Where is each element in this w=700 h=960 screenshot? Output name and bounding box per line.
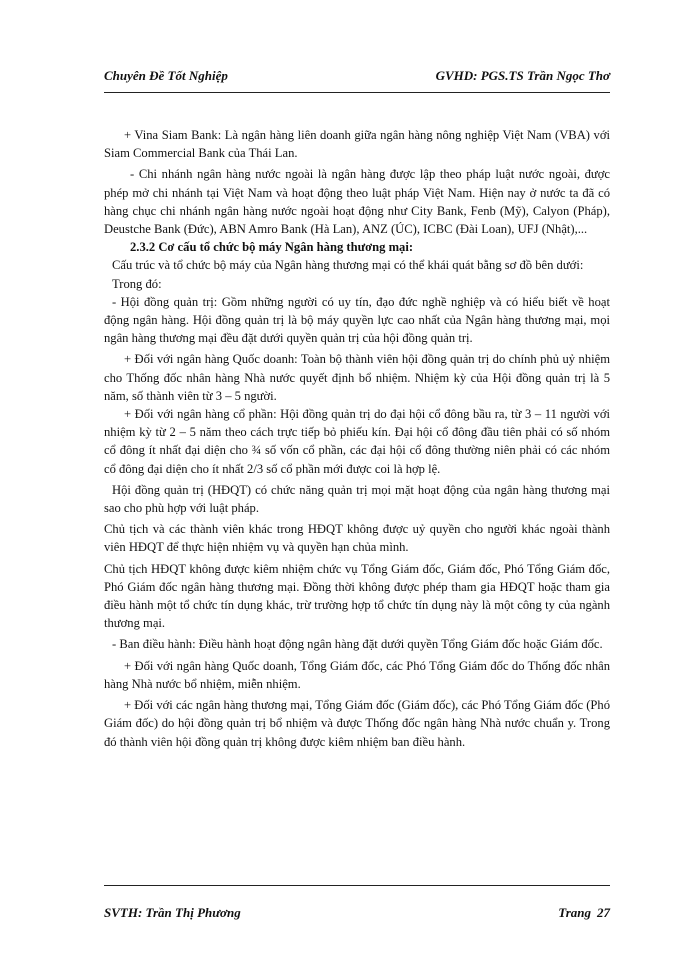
page-body <box>104 126 610 751</box>
paragraph-structure-intro: Cấu trúc và tổ chức bộ máy của Ngân hàng thương mại có thể khái quát bằng sơ đồ bên dưới: <box>112 258 584 273</box>
paragraph-chairman-restrictions: Chủ tịch HĐQT không được kiêm nhiệm chức vụ Tổng Giám đốc, Giám đốc, Phó Tổng Giám đốc, Phó Giám đốc ngân hàng thương mại. Đồng thời không được phép tham gia HĐQT hoặc tham gia điều hành một tổ chức tín dụng khác, trừ trường hợp tổ chức tín dụng này là một công ty của ngành thương mại. <box>104 561 610 631</box>
page-number: 27 <box>597 905 610 920</box>
document-title: Chuyên Đề Tốt Nghiệp <box>104 68 228 83</box>
paragraph-chairman-members: Chủ tịch và các thành viên khác trong HĐQT không được uỷ quyền cho người khác ngoài thành viên HĐQT để thực hiện nhiệm vụ và quyền hạn chủa mình. <box>104 522 610 555</box>
paragraph-vina-siam: + Vina Siam Bank: Là ngân hàng liên doanh giữa ngân hàng nông nghiệp Việt Nam (VBA) với Siam Commercial Bank của Thái Lan. <box>104 128 610 161</box>
paragraph-executive-board: - Ban điều hành: Điều hành hoạt động ngân hàng đặt dưới quyền Tổng Giám đốc hoặc Giám đốc. <box>112 637 603 652</box>
paragraph-board-function: Hội đồng quản trị (HĐQT) có chức năng quản trị mọi mặt hoạt động của ngân hàng thương mại sao cho phù hợp với luật pháp. <box>104 482 610 516</box>
paragraph-board: - Hội đồng quản trị: Gồm những người có uy tín, đạo đức nghề nghiệp và có hiểu biết về hoạt động ngân hàng. Hội đồng quản trị là bộ máy quyền lực cao nhất của Ngân hàng thương mại, mọi ngân hàng thương mại đều đặt dưới quyền quản trị của hội đồng quản trị. <box>104 294 610 346</box>
footer-divider <box>104 885 610 886</box>
header-divider <box>104 92 610 93</box>
paragraph-trong-do: Trong đó: <box>112 276 162 291</box>
paragraph-foreign-branch: - Chi nhánh ngân hàng nước ngoài là ngân hàng được lập theo pháp luật nước ngoài, được phép mở chi nhánh tại Việt Nam và hoạt động theo luật pháp Việt Nam. Hiện nay ở nước ta đã có hàng chục chi nhánh ngân hàng nước ngoài hoạt động như City Bank, Fenb (Mỹ), Calyon (Pháp), Deustche Bank (Đức), ABN Amro Bank (Hà Lan), ANZ (ÚC), ICBC (Đài Loan), UFJ (Nhật),... <box>104 167 610 237</box>
paragraph-state-bank-executives: + Đối với ngân hàng Quốc doanh, Tổng Giám đốc, các Phó Tổng Giám đốc do Thống đốc nhân hàng Nhà nước bổ nhiệm, miễn nhiệm. <box>104 658 610 691</box>
paragraph-commercial-bank-executives: + Đối với các ngân hàng thương mại, Tổng Giám đốc (Giám đốc), các Phó Tổng Giám đốc (Phó Giám đốc) do hội đồng quản trị bổ nhiệm và được Thống đốc ngân hàng Nhà nước chuẩn y. Trong đó thành viên hội đồng quản trị không được kiêm nhiệm ban điều hành. <box>104 698 610 749</box>
page-header <box>104 68 610 88</box>
section-heading: 2.3.2 Cơ cấu tổ chức bộ máy Ngân hàng thương mại: <box>130 240 414 255</box>
page-indicator <box>552 905 610 921</box>
page-footer <box>104 905 610 923</box>
advisor-name: GVHD: PGS.TS Trần Ngọc Thơ <box>435 68 610 83</box>
paragraph-state-banks: + Đối với ngân hàng Quốc doanh: Toàn bộ thành viên hội đồng quản trị do chính phủ uỷ nhiệm cho Thống đốc nhân hàng Nhà nước quyết định bổ nhiệm. Nhiệm kỳ của Hội đồng quản trị là 5 năm, số thành viên từ 3 – 5 người. <box>104 352 610 403</box>
paragraph-joint-stock-banks: + Đối với ngân hàng cổ phần: Hội đồng quản trị do đại hội cổ đông bầu ra, từ 3 – 11 người với nhiệm kỳ từ 2 – 5 năm theo cách trực tiếp bỏ phiếu kín. Đại hội cổ đông đầu tiên phải có số nhóm cổ đông ít nhất đại diện cho ¾ số vốn cổ phần, các đại hội cổ đông thường niên phải có các nhóm cổ đông đại diện cho ít nhất 2/3 số cổ phần mới được coi là hợp lệ. <box>104 407 610 476</box>
student-name: SVTH: Trần Thị Phương <box>104 905 241 920</box>
page-label: Trang <box>558 905 591 920</box>
